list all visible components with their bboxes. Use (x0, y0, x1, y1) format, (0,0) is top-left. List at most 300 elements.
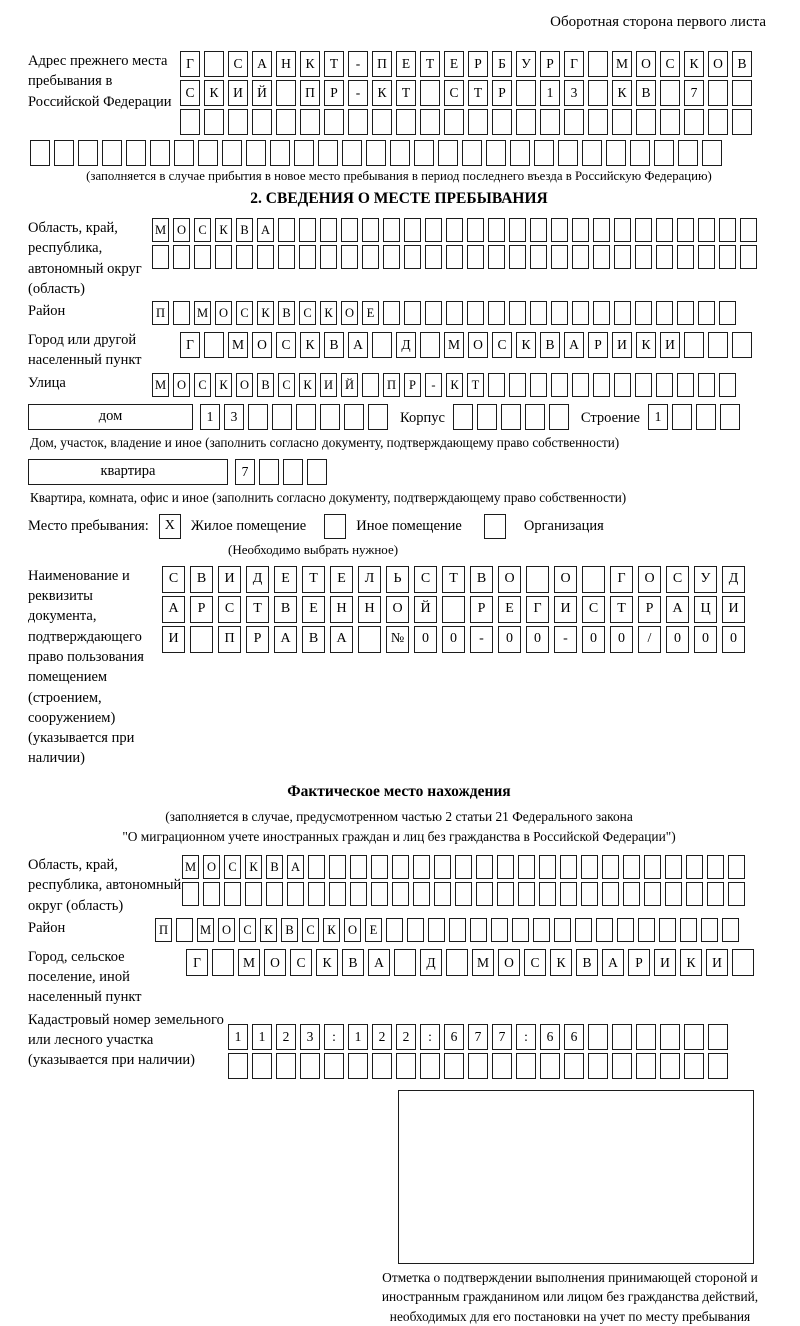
char-cell[interactable]: С (492, 332, 512, 358)
char-cell[interactable] (684, 1024, 704, 1050)
char-cell[interactable] (420, 1053, 440, 1079)
char-cell[interactable] (308, 882, 325, 906)
char-cell[interactable] (572, 373, 589, 397)
char-cell[interactable] (509, 301, 526, 325)
char-cell[interactable]: П (300, 80, 320, 106)
char-cell[interactable] (404, 218, 421, 242)
char-cell[interactable] (740, 245, 757, 269)
char-cell[interactable]: 0 (414, 626, 437, 653)
char-cell[interactable] (593, 245, 610, 269)
char-cell[interactable]: 1 (200, 404, 220, 430)
char-cell[interactable]: О (636, 51, 656, 77)
char-cell[interactable]: - (348, 80, 368, 106)
char-cell[interactable]: 3 (300, 1024, 320, 1050)
char-cell[interactable]: К (316, 949, 338, 976)
char-cell[interactable]: М (194, 301, 211, 325)
char-cell[interactable] (212, 949, 234, 976)
char-cell[interactable]: 6 (444, 1024, 464, 1050)
char-cell[interactable]: И (654, 949, 676, 976)
char-cell[interactable] (612, 1024, 632, 1050)
char-cell[interactable] (371, 855, 388, 879)
char-cell[interactable]: М (197, 918, 214, 942)
char-cell[interactable] (341, 245, 358, 269)
char-cell[interactable]: К (215, 373, 232, 397)
char-cell[interactable]: Й (414, 596, 437, 623)
char-cell[interactable]: С (162, 566, 185, 593)
char-cell[interactable]: А (274, 626, 297, 653)
char-cell[interactable] (372, 1053, 392, 1079)
char-cell[interactable]: О (264, 949, 286, 976)
char-cell[interactable]: В (278, 301, 295, 325)
char-cell[interactable]: К (215, 218, 232, 242)
char-cell[interactable]: О (708, 51, 728, 77)
char-cell[interactable] (564, 1053, 584, 1079)
char-cell[interactable] (656, 373, 673, 397)
char-cell[interactable] (368, 404, 388, 430)
char-cell[interactable] (404, 301, 421, 325)
char-cell[interactable] (420, 109, 440, 135)
char-cell[interactable] (638, 918, 655, 942)
char-cell[interactable] (434, 882, 451, 906)
char-cell[interactable]: М (228, 332, 248, 358)
char-cell[interactable]: : (420, 1024, 440, 1050)
char-cell[interactable] (728, 855, 745, 879)
char-cell[interactable]: С (276, 332, 296, 358)
char-cell[interactable] (383, 245, 400, 269)
char-cell[interactable]: О (203, 855, 220, 879)
char-cell[interactable]: С (278, 373, 295, 397)
char-cell[interactable]: С (236, 301, 253, 325)
char-cell[interactable] (656, 301, 673, 325)
char-cell[interactable] (501, 404, 521, 430)
char-cell[interactable] (623, 882, 640, 906)
char-cell[interactable]: С (444, 80, 464, 106)
char-cell[interactable] (560, 855, 577, 879)
char-cell[interactable] (551, 218, 568, 242)
char-cell[interactable]: У (516, 51, 536, 77)
char-cell[interactable] (396, 1053, 416, 1079)
char-cell[interactable] (722, 918, 739, 942)
char-cell[interactable] (593, 373, 610, 397)
char-cell[interactable] (719, 218, 736, 242)
char-cell[interactable] (176, 918, 193, 942)
char-cell[interactable] (510, 140, 530, 166)
char-cell[interactable]: А (602, 949, 624, 976)
char-cell[interactable]: Т (302, 566, 325, 593)
char-cell[interactable] (677, 218, 694, 242)
char-cell[interactable]: О (252, 332, 272, 358)
char-cell[interactable] (270, 140, 290, 166)
char-cell[interactable]: О (344, 918, 361, 942)
char-cell[interactable] (488, 245, 505, 269)
char-cell[interactable]: К (245, 855, 262, 879)
char-cell[interactable] (446, 301, 463, 325)
char-cell[interactable]: В (342, 949, 364, 976)
char-cell[interactable] (630, 140, 650, 166)
char-cell[interactable]: : (324, 1024, 344, 1050)
char-cell[interactable] (198, 140, 218, 166)
char-cell[interactable] (467, 218, 484, 242)
char-cell[interactable] (467, 301, 484, 325)
char-cell[interactable]: К (260, 918, 277, 942)
char-cell[interactable] (698, 245, 715, 269)
char-cell[interactable] (252, 1053, 272, 1079)
char-cell[interactable] (680, 918, 697, 942)
char-cell[interactable] (300, 109, 320, 135)
char-cell[interactable] (656, 245, 673, 269)
char-cell[interactable] (358, 626, 381, 653)
char-cell[interactable] (509, 218, 526, 242)
char-cell[interactable] (413, 882, 430, 906)
char-cell[interactable]: Р (324, 80, 344, 106)
char-cell[interactable] (660, 1053, 680, 1079)
char-cell[interactable]: И (706, 949, 728, 976)
char-cell[interactable]: 0 (722, 626, 745, 653)
char-cell[interactable] (420, 80, 440, 106)
char-cell[interactable] (468, 109, 488, 135)
char-cell[interactable] (497, 882, 514, 906)
char-cell[interactable] (512, 918, 529, 942)
char-cell[interactable]: П (383, 373, 400, 397)
char-cell[interactable] (660, 80, 680, 106)
char-cell[interactable] (516, 80, 536, 106)
char-cell[interactable] (636, 109, 656, 135)
char-cell[interactable] (588, 51, 608, 77)
char-cell[interactable]: О (498, 566, 521, 593)
char-cell[interactable]: К (300, 332, 320, 358)
char-cell[interactable]: 7 (684, 80, 704, 106)
char-cell[interactable] (684, 1053, 704, 1079)
char-cell[interactable] (732, 80, 752, 106)
char-cell[interactable]: С (218, 596, 241, 623)
char-cell[interactable]: К (257, 301, 274, 325)
char-cell[interactable]: 7 (235, 459, 255, 485)
char-cell[interactable]: Р (404, 373, 421, 397)
char-cell[interactable] (602, 882, 619, 906)
char-cell[interactable]: Р (628, 949, 650, 976)
char-cell[interactable]: В (266, 855, 283, 879)
char-cell[interactable] (686, 855, 703, 879)
char-cell[interactable]: - (425, 373, 442, 397)
char-cell[interactable] (656, 218, 673, 242)
char-cell[interactable] (732, 949, 754, 976)
char-cell[interactable] (468, 1053, 488, 1079)
char-cell[interactable] (54, 140, 74, 166)
char-cell[interactable]: Н (276, 51, 296, 77)
char-cell[interactable]: С (524, 949, 546, 976)
char-cell[interactable] (708, 332, 728, 358)
char-cell[interactable] (509, 245, 526, 269)
char-cell[interactable]: Р (492, 80, 512, 106)
char-cell[interactable] (677, 245, 694, 269)
char-cell[interactable] (684, 109, 704, 135)
char-cell[interactable] (299, 218, 316, 242)
char-cell[interactable] (252, 109, 272, 135)
char-cell[interactable]: 1 (540, 80, 560, 106)
char-cell[interactable]: 6 (540, 1024, 560, 1050)
char-cell[interactable] (732, 332, 752, 358)
char-cell[interactable] (228, 1053, 248, 1079)
char-cell[interactable] (224, 882, 241, 906)
char-cell[interactable] (530, 373, 547, 397)
char-cell[interactable]: С (666, 566, 689, 593)
char-cell[interactable]: К (446, 373, 463, 397)
char-cell[interactable] (372, 332, 392, 358)
char-cell[interactable] (173, 301, 190, 325)
char-cell[interactable] (425, 301, 442, 325)
char-cell[interactable] (530, 301, 547, 325)
char-cell[interactable]: У (694, 566, 717, 593)
char-cell[interactable]: Е (302, 596, 325, 623)
char-cell[interactable]: В (636, 80, 656, 106)
char-cell[interactable]: И (218, 566, 241, 593)
char-cell[interactable] (614, 373, 631, 397)
char-cell[interactable]: В (274, 596, 297, 623)
char-cell[interactable] (320, 245, 337, 269)
char-cell[interactable] (534, 140, 554, 166)
char-cell[interactable] (222, 140, 242, 166)
char-cell[interactable] (390, 140, 410, 166)
char-cell[interactable]: Д (722, 566, 745, 593)
char-cell[interactable]: М (238, 949, 260, 976)
char-cell[interactable]: П (372, 51, 392, 77)
char-cell[interactable] (348, 1053, 368, 1079)
char-cell[interactable] (486, 140, 506, 166)
char-cell[interactable] (272, 404, 292, 430)
char-cell[interactable] (696, 404, 716, 430)
char-cell[interactable] (582, 566, 605, 593)
char-cell[interactable] (488, 373, 505, 397)
char-cell[interactable]: И (320, 373, 337, 397)
char-cell[interactable]: А (666, 596, 689, 623)
char-cell[interactable] (259, 459, 279, 485)
char-cell[interactable] (173, 245, 190, 269)
char-cell[interactable] (470, 918, 487, 942)
char-cell[interactable]: А (348, 332, 368, 358)
char-cell[interactable]: В (470, 566, 493, 593)
char-cell[interactable] (518, 855, 535, 879)
char-cell[interactable]: М (152, 373, 169, 397)
char-cell[interactable]: Й (341, 373, 358, 397)
char-cell[interactable] (707, 855, 724, 879)
char-cell[interactable] (276, 1053, 296, 1079)
char-cell[interactable]: 0 (610, 626, 633, 653)
char-cell[interactable] (362, 218, 379, 242)
char-cell[interactable]: О (468, 332, 488, 358)
char-cell[interactable] (449, 918, 466, 942)
char-cell[interactable]: О (215, 301, 232, 325)
char-cell[interactable]: К (299, 373, 316, 397)
char-cell[interactable] (236, 245, 253, 269)
char-cell[interactable] (593, 301, 610, 325)
char-cell[interactable]: И (162, 626, 185, 653)
char-cell[interactable]: Т (467, 373, 484, 397)
char-cell[interactable] (414, 140, 434, 166)
char-cell[interactable] (740, 218, 757, 242)
char-cell[interactable]: 1 (252, 1024, 272, 1050)
char-cell[interactable] (572, 301, 589, 325)
char-cell[interactable]: О (236, 373, 253, 397)
char-cell[interactable] (698, 373, 715, 397)
char-cell[interactable] (446, 245, 463, 269)
char-cell[interactable] (180, 109, 200, 135)
char-cell[interactable] (194, 245, 211, 269)
char-cell[interactable] (665, 882, 682, 906)
char-cell[interactable]: Е (444, 51, 464, 77)
char-cell[interactable] (329, 855, 346, 879)
char-cell[interactable] (644, 882, 661, 906)
char-cell[interactable]: К (204, 80, 224, 106)
char-cell[interactable] (564, 109, 584, 135)
char-cell[interactable]: В (302, 626, 325, 653)
char-cell[interactable]: Е (498, 596, 521, 623)
char-cell[interactable] (372, 109, 392, 135)
char-cell[interactable]: К (516, 332, 536, 358)
char-cell[interactable] (438, 140, 458, 166)
char-cell[interactable]: Б (492, 51, 512, 77)
char-cell[interactable]: С (660, 51, 680, 77)
char-cell[interactable] (446, 218, 463, 242)
char-cell[interactable] (518, 882, 535, 906)
char-cell[interactable] (516, 1053, 536, 1079)
char-cell[interactable] (719, 245, 736, 269)
char-cell[interactable] (300, 1053, 320, 1079)
char-cell[interactable] (446, 949, 468, 976)
char-cell[interactable]: Р (540, 51, 560, 77)
char-cell[interactable] (174, 140, 194, 166)
char-cell[interactable] (702, 140, 722, 166)
char-cell[interactable]: 3 (224, 404, 244, 430)
char-cell[interactable] (720, 404, 740, 430)
char-cell[interactable]: Т (420, 51, 440, 77)
char-cell[interactable]: А (252, 51, 272, 77)
stay-type-checkbox-residential[interactable]: X (159, 514, 181, 539)
char-cell[interactable]: О (498, 949, 520, 976)
char-cell[interactable] (539, 882, 556, 906)
char-cell[interactable]: П (155, 918, 172, 942)
char-cell[interactable] (78, 140, 98, 166)
char-cell[interactable]: 1 (348, 1024, 368, 1050)
char-cell[interactable]: К (550, 949, 572, 976)
char-cell[interactable]: С (414, 566, 437, 593)
char-cell[interactable] (296, 404, 316, 430)
char-cell[interactable] (660, 1024, 680, 1050)
char-cell[interactable] (407, 918, 424, 942)
char-cell[interactable]: - (470, 626, 493, 653)
char-cell[interactable] (551, 301, 568, 325)
char-cell[interactable] (278, 218, 295, 242)
char-cell[interactable] (294, 140, 314, 166)
char-cell[interactable]: 7 (468, 1024, 488, 1050)
char-cell[interactable] (560, 882, 577, 906)
char-cell[interactable] (246, 140, 266, 166)
char-cell[interactable] (635, 301, 652, 325)
char-cell[interactable]: С (180, 80, 200, 106)
char-cell[interactable]: С (224, 855, 241, 879)
char-cell[interactable] (551, 373, 568, 397)
char-cell[interactable] (266, 882, 283, 906)
char-cell[interactable] (318, 140, 338, 166)
char-cell[interactable] (708, 1024, 728, 1050)
char-cell[interactable]: Ь (386, 566, 409, 593)
char-cell[interactable]: Р (468, 51, 488, 77)
char-cell[interactable] (660, 109, 680, 135)
char-cell[interactable]: С (582, 596, 605, 623)
char-cell[interactable] (30, 140, 50, 166)
char-cell[interactable] (588, 1053, 608, 1079)
char-cell[interactable] (462, 140, 482, 166)
char-cell[interactable]: О (173, 218, 190, 242)
char-cell[interactable] (581, 882, 598, 906)
char-cell[interactable]: С (290, 949, 312, 976)
char-cell[interactable] (588, 80, 608, 106)
char-cell[interactable] (204, 51, 224, 77)
char-cell[interactable] (425, 218, 442, 242)
char-cell[interactable] (530, 218, 547, 242)
char-cell[interactable] (636, 1053, 656, 1079)
char-cell[interactable] (455, 882, 472, 906)
char-cell[interactable]: М (182, 855, 199, 879)
char-cell[interactable]: С (228, 51, 248, 77)
char-cell[interactable]: О (386, 596, 409, 623)
char-cell[interactable] (549, 404, 569, 430)
char-cell[interactable] (602, 855, 619, 879)
char-cell[interactable]: П (218, 626, 241, 653)
char-cell[interactable] (283, 459, 303, 485)
char-cell[interactable]: Р (588, 332, 608, 358)
stay-type-checkbox-other-premises[interactable] (324, 514, 346, 539)
char-cell[interactable] (614, 245, 631, 269)
char-cell[interactable]: Т (442, 566, 465, 593)
char-cell[interactable]: О (638, 566, 661, 593)
char-cell[interactable] (453, 404, 473, 430)
char-cell[interactable]: И (612, 332, 632, 358)
char-cell[interactable] (572, 245, 589, 269)
char-cell[interactable] (442, 596, 465, 623)
char-cell[interactable] (540, 1053, 560, 1079)
char-cell[interactable] (248, 404, 268, 430)
char-cell[interactable]: С (239, 918, 256, 942)
char-cell[interactable] (539, 855, 556, 879)
char-cell[interactable]: О (218, 918, 235, 942)
char-cell[interactable] (204, 109, 224, 135)
char-cell[interactable] (678, 140, 698, 166)
char-cell[interactable] (686, 882, 703, 906)
char-cell[interactable]: 0 (694, 626, 717, 653)
char-cell[interactable]: К (680, 949, 702, 976)
char-cell[interactable]: И (660, 332, 680, 358)
char-cell[interactable] (612, 1053, 632, 1079)
char-cell[interactable]: 2 (372, 1024, 392, 1050)
char-cell[interactable] (276, 80, 296, 106)
char-cell[interactable]: Р (638, 596, 661, 623)
char-cell[interactable] (593, 218, 610, 242)
char-cell[interactable] (606, 140, 626, 166)
char-cell[interactable]: С (194, 373, 211, 397)
char-cell[interactable] (476, 855, 493, 879)
char-cell[interactable] (636, 1024, 656, 1050)
char-cell[interactable]: Ц (694, 596, 717, 623)
char-cell[interactable] (516, 109, 536, 135)
char-cell[interactable] (614, 218, 631, 242)
char-cell[interactable] (526, 566, 549, 593)
char-cell[interactable] (588, 1024, 608, 1050)
char-cell[interactable] (575, 918, 592, 942)
char-cell[interactable] (581, 855, 598, 879)
char-cell[interactable] (394, 949, 416, 976)
char-cell[interactable]: М (444, 332, 464, 358)
char-cell[interactable]: К (320, 301, 337, 325)
